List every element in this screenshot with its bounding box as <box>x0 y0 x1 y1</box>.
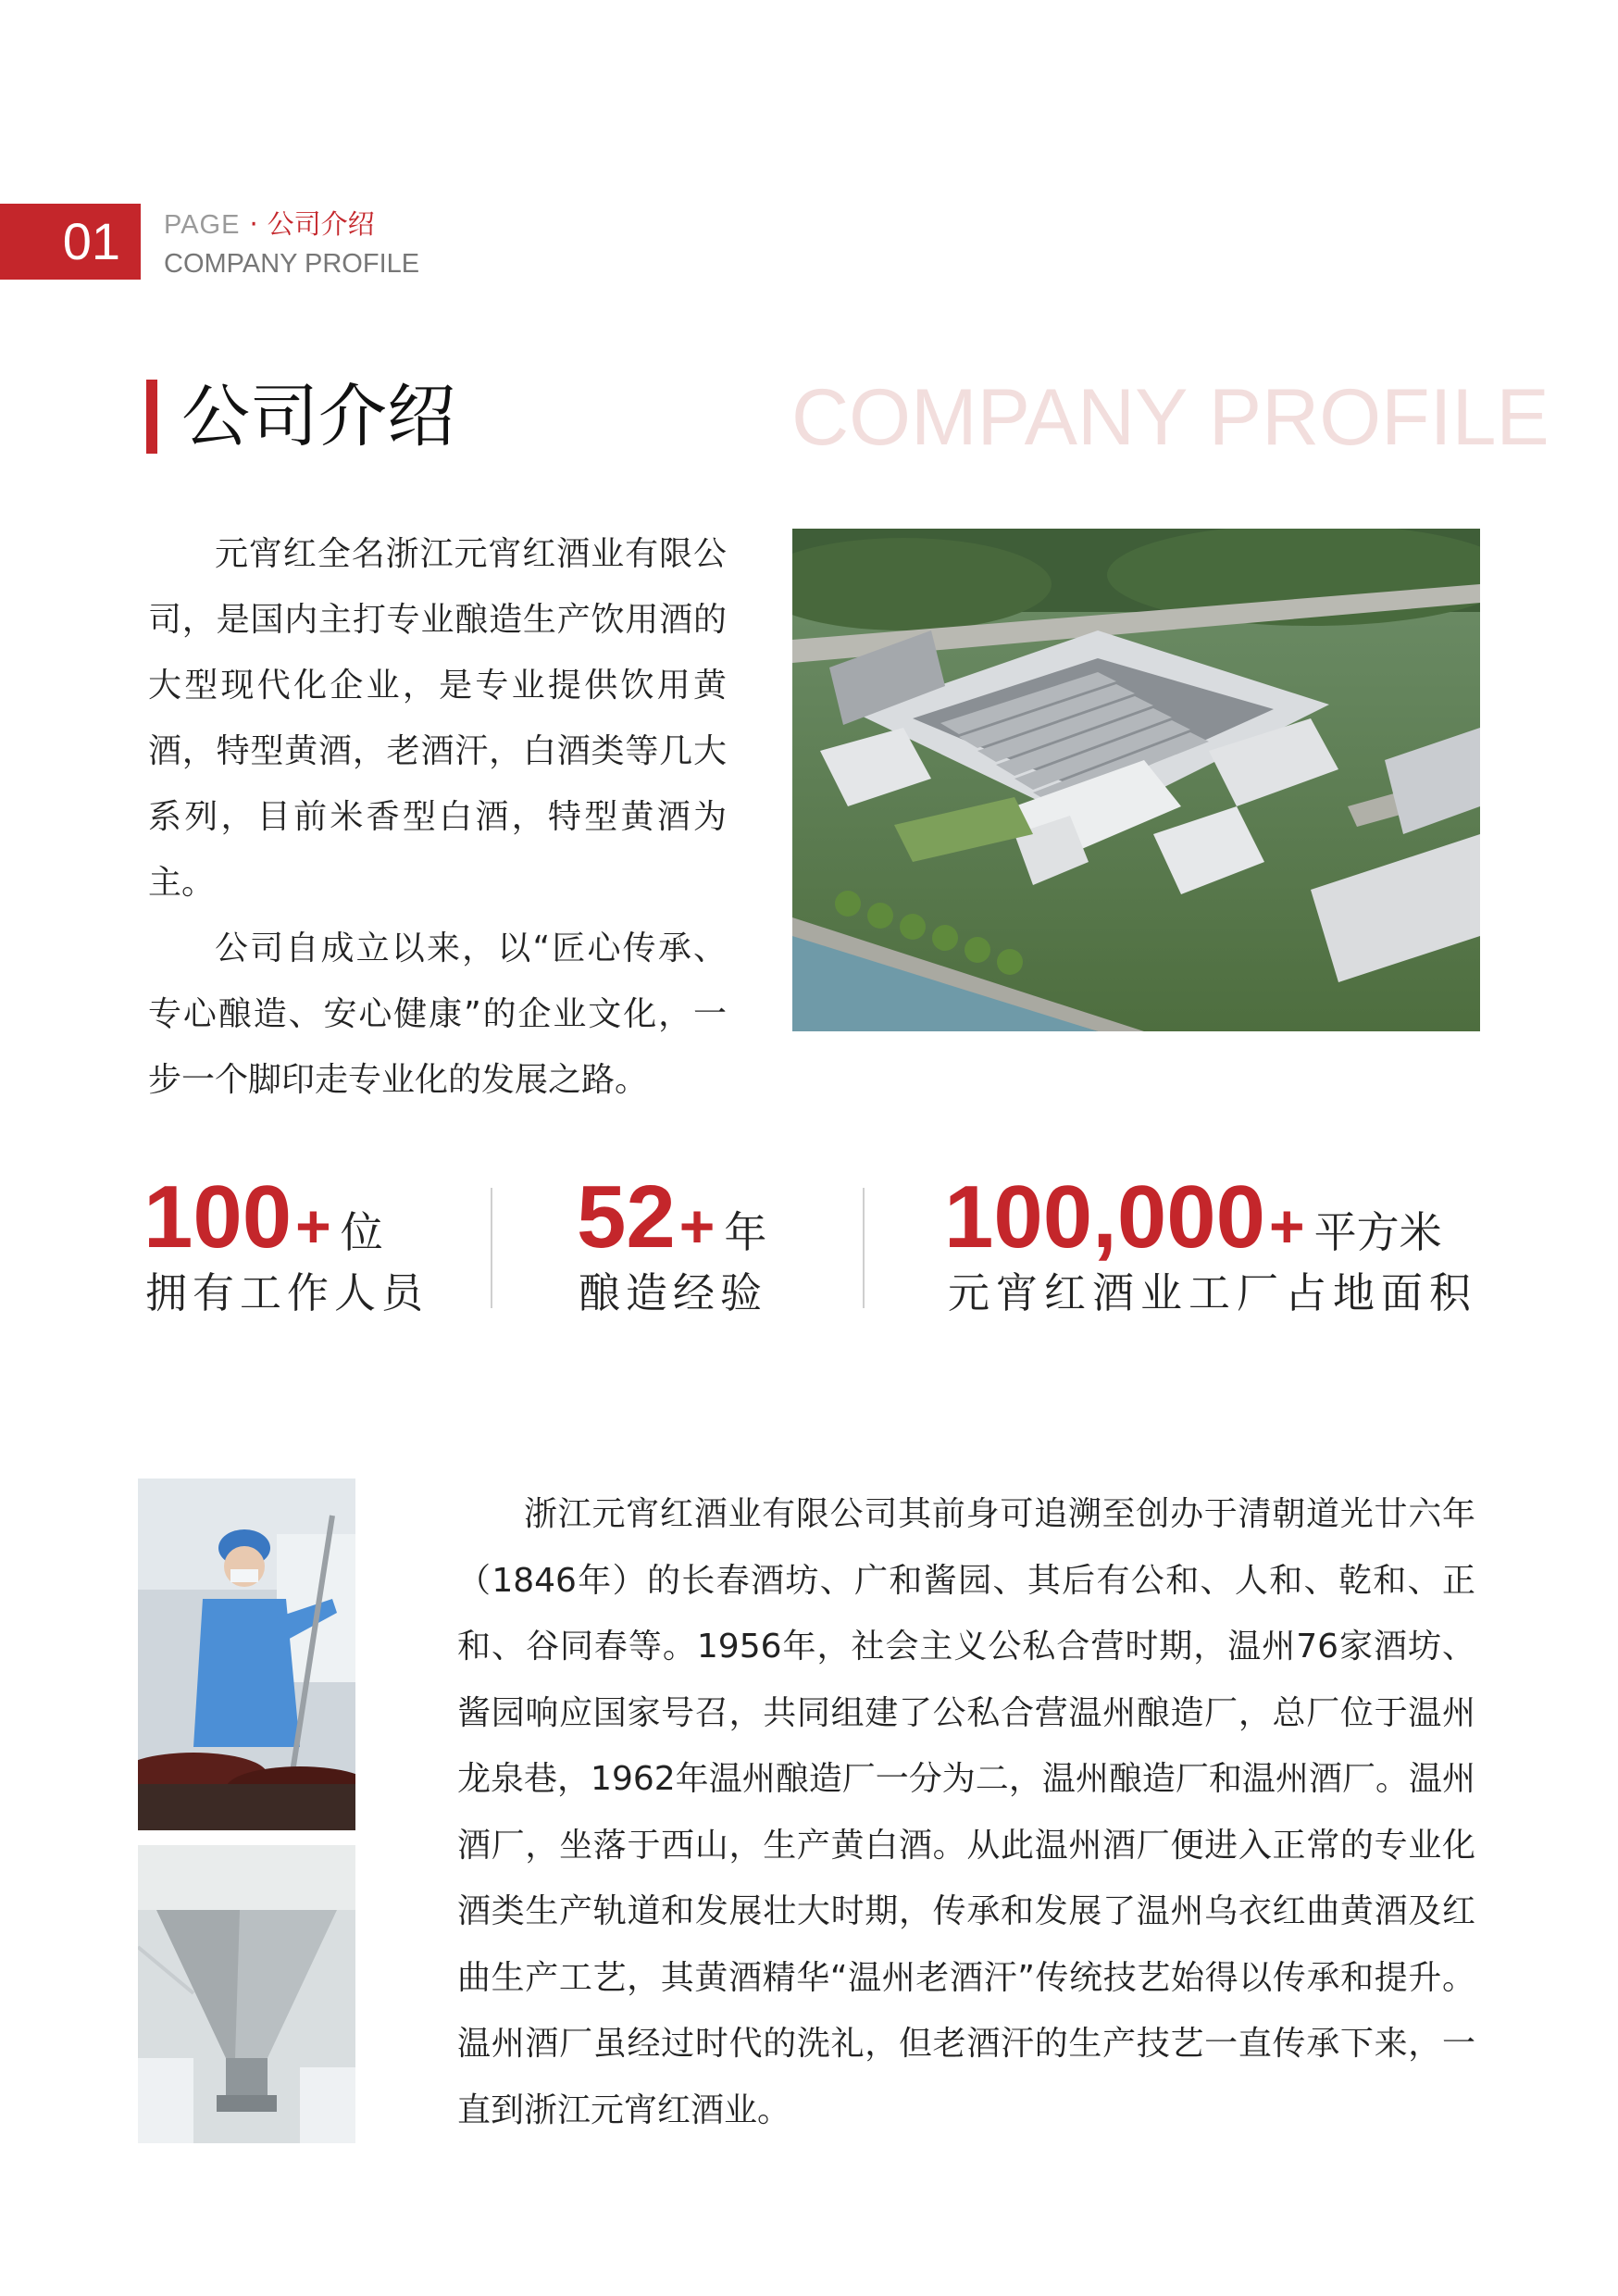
stat-value: 100 <box>143 1167 292 1267</box>
stat-plus: + <box>1269 1192 1305 1260</box>
stat-value: 100,000 <box>944 1167 1266 1267</box>
stat-years-label: 酿造经验 <box>579 1268 768 1317</box>
stat-area-label: 元宵红酒业工厂占地面积 <box>948 1268 1478 1317</box>
stat-divider <box>491 1188 492 1308</box>
stat-unit: 位 <box>340 1207 383 1257</box>
stat-area-number <box>944 1167 1442 1279</box>
history-text <box>457 1481 1475 2143</box>
intro-paragraph: 元宵红全名浙江元宵红酒业有限公司，是国内主打专业酿造生产饮用酒的大型现代化企业，是专业提供饮用黄酒，特型黄酒，老酒汗，白酒类等几大系列，目前米香型白酒，特型黄酒为主。 <box>148 535 727 902</box>
stat-divider <box>863 1188 865 1308</box>
title-accent-bar <box>146 380 157 454</box>
intro-text <box>148 521 727 1113</box>
stat-plus: + <box>295 1192 331 1260</box>
factory-aerial-photo <box>792 529 1480 1031</box>
section-title: 公司介绍 <box>181 377 455 456</box>
stat-staff-number <box>143 1167 383 1279</box>
worker-stirring-photo <box>138 1479 355 1830</box>
page-header-label <box>164 206 375 243</box>
stat-plus: + <box>678 1192 716 1260</box>
header-section-cn: 公司介绍 <box>267 208 375 240</box>
intro-paragraph: 公司自成立以来，以“匠心传承、专心酿造、安心健康”的企业文化，一步一个脚印走专业化的发展之路。 <box>148 930 727 1099</box>
stat-unit: 平方米 <box>1313 1207 1442 1257</box>
page-label: PAGE <box>164 210 241 240</box>
header-separator: · <box>249 208 258 240</box>
stat-value: 52 <box>577 1167 676 1267</box>
header-section-en: COMPANY PROFILE <box>164 249 420 279</box>
section-watermark-title: COMPANY PROFILE <box>791 373 1550 462</box>
stat-years-number <box>577 1167 767 1279</box>
history-paragraph: 浙江元宵红酒业有限公司其前身可追溯至创办于清朝道光廿六年（1846年）的长春酒坊、广和酱园、其后有公和、人和、乾和、正和、谷同春等。1956年，社会主义公私合营时期，温州76家酒坊、酱园响应国家号召，共同组建了公私合营温州酿造厂，总厂位于温州龙泉巷，1962年温州酿造厂一分为二，温州酿造厂和温州酒厂。温州酒厂，坐落于西山，生产黄白酒。从此温州酒厂便进入正常的专业化酒类生产轨道和发展壮大时期，传承和发展了温州乌衣红曲黄酒及红曲生产工艺，其黄酒精华“温州老酒汗”传统技艺始得以传承和提升。温州酒厂虽经过时代的洗礼，但老酒汗的生产技艺一直传承下来，一直到浙江元宵红酒业。 <box>457 1495 1475 2129</box>
stat-unit: 年 <box>724 1207 767 1257</box>
steel-hopper-photo <box>138 1845 355 2143</box>
page-number-tab: 01 <box>0 204 141 280</box>
stat-staff-label: 拥有工作人员 <box>145 1268 429 1317</box>
